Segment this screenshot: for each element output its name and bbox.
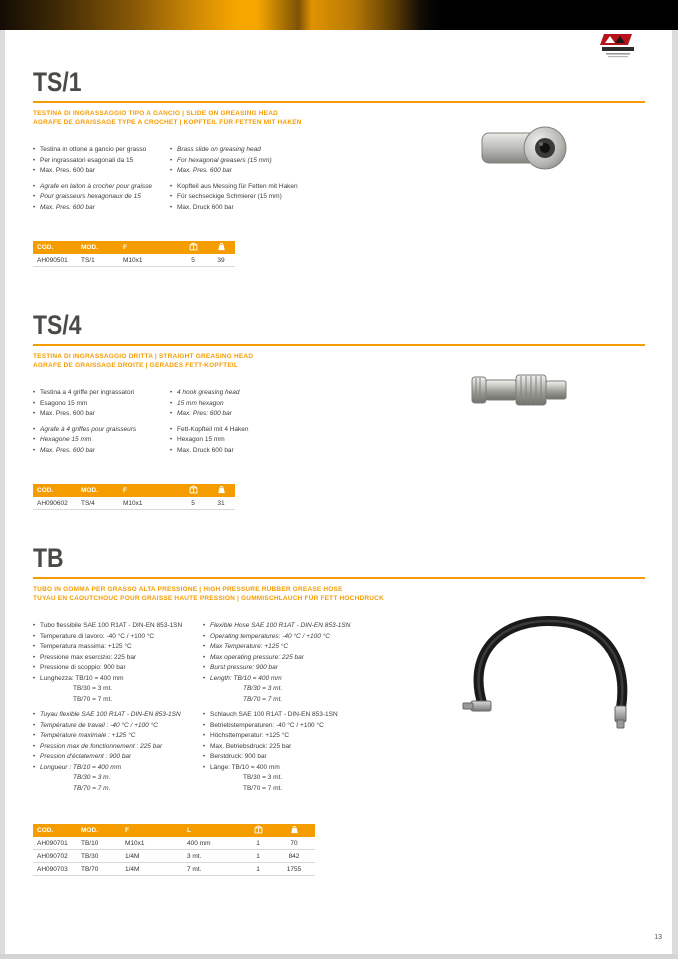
section-subtitle-line2: AGRAFE DE GRAISSAGE DROITE | GERADES FETT-KOPFTEIL xyxy=(33,361,239,369)
bullet-item xyxy=(33,763,203,774)
bullet-text: Höchsttemperatur: +125 °C xyxy=(210,732,290,739)
page-edge-bottom xyxy=(0,954,678,959)
bullet-dot: • xyxy=(33,390,36,396)
bullet-item xyxy=(33,166,170,177)
bullet-item xyxy=(170,388,360,399)
bullet-text: Pour graisseurs hexagonaux de 15 xyxy=(40,193,141,200)
bullet-dot: • xyxy=(203,754,206,760)
bullet-list-left xyxy=(33,145,170,213)
page-edge-left xyxy=(0,30,5,959)
table-cell: 5 xyxy=(179,497,207,510)
bullet-text: 15 mm hexagon xyxy=(177,399,224,407)
page-number: 13 xyxy=(654,934,662,941)
bullet-dot: • xyxy=(33,665,36,671)
bullet-text: Température de travail : -40 °C / +100 °C xyxy=(40,721,158,729)
bullet-text: Agrafe en laiton à crocher pour graisse xyxy=(40,182,153,190)
bullet-item xyxy=(33,192,170,203)
section-subtitle-line2: TUYAU EN CAOUTCHOUC POUR GRAISSE HAUTE PRESSION | GUMMISCHLAUCH FÜR FETT HOCHDRUCK xyxy=(33,594,384,602)
bullet-item xyxy=(33,731,203,742)
bullet-item xyxy=(170,145,360,156)
bullet-text: Testina a 4 griffe per ingrassatori xyxy=(40,389,135,396)
bullet-item xyxy=(33,642,203,653)
bullet-dot: • xyxy=(33,400,36,407)
bullet-dot: • xyxy=(33,623,36,629)
bullet-dot: • xyxy=(203,764,206,771)
spec-table xyxy=(33,484,235,510)
bullet-text: Longueur : TB/10 = 400 mm xyxy=(40,763,122,771)
bullet-item xyxy=(33,721,203,732)
bullet-text: TB/70 = 7 mt. xyxy=(243,695,283,703)
bullet-text: TB/30 = 3 m. xyxy=(73,774,111,781)
weight-icon xyxy=(207,484,235,497)
bullet-text: Max. Druck 600 bar xyxy=(177,203,234,211)
product-photo-straight-head xyxy=(470,369,570,416)
section-ts4 xyxy=(33,311,645,510)
bullet-item xyxy=(33,773,203,784)
product-photo-slide-on-head xyxy=(478,120,573,180)
bullet-item xyxy=(33,409,170,420)
bullet-dot: • xyxy=(170,194,173,200)
bullet-item xyxy=(170,192,360,203)
bullet-text: Hexagon 15 mm xyxy=(177,436,225,443)
bullet-text: Schlauch SAE 100 R1AT - DIN-EN 853-1SN xyxy=(210,711,338,718)
bullet-text: Per ingrassatori esagonali da 15 xyxy=(40,156,134,164)
bullet-list-left xyxy=(33,621,203,794)
section-title: TB xyxy=(33,543,64,573)
bullet-item xyxy=(203,710,403,721)
bullet-dot: • xyxy=(33,411,36,417)
bullet-text: TB/70 = 7 mt. xyxy=(73,695,113,703)
table-cell: TB/10 xyxy=(77,837,121,850)
table-header: COD. xyxy=(33,824,77,837)
bullet-dot: • xyxy=(203,712,206,718)
bullet-list-right xyxy=(170,145,360,213)
table-cell: AH090602 xyxy=(33,497,77,510)
package-icon xyxy=(179,241,207,254)
section-title: TS/4 xyxy=(33,310,82,340)
bullet-dot: • xyxy=(170,447,173,454)
grease-hose-image xyxy=(461,608,651,733)
page-content xyxy=(33,30,645,876)
table-header: F xyxy=(121,824,183,837)
table-row xyxy=(33,837,315,850)
table-cell: 39 xyxy=(207,254,235,267)
table-cell: 1/4M xyxy=(121,863,183,876)
bullet-item xyxy=(203,784,403,795)
table-row xyxy=(33,497,235,510)
bullet-item xyxy=(33,399,170,410)
bullet-text: Pression max de fonctionnement : 225 bar xyxy=(40,742,163,750)
bullet-dot: • xyxy=(33,633,36,640)
bullet-text: Pressione di scoppio: 900 bar xyxy=(40,664,126,671)
section-divider xyxy=(33,577,645,579)
bullet-text: Max. Druck 600 bar xyxy=(177,446,234,454)
bullet-dot: • xyxy=(170,183,173,190)
section-subtitle-line2: AGRAFE DE GRAISSAGE TYPE A CROCHET | KOPFTEIL FÜR FETTEN MIT HAKEN xyxy=(33,118,302,126)
bullet-dot: • xyxy=(170,411,173,417)
bullet-text: Température maximale : +125 °C xyxy=(40,732,136,739)
table-cell: AH090702 xyxy=(33,850,77,863)
bullet-item xyxy=(33,388,170,399)
bullet-item xyxy=(170,446,360,457)
bullet-dot: • xyxy=(33,644,36,650)
package-icon xyxy=(243,824,273,837)
table-cell: 5 xyxy=(179,254,207,267)
section-tb xyxy=(33,544,645,876)
bullet-text: TB/30 = 3 mt. xyxy=(73,685,113,692)
section-divider xyxy=(33,344,645,346)
bullet-item xyxy=(33,695,203,706)
bullet-item xyxy=(203,663,403,674)
bullet-text: Temperatura massima: +125 °C xyxy=(40,643,132,650)
table-cell: TS/1 xyxy=(77,254,119,267)
bullet-item xyxy=(203,695,403,706)
bullet-dot: • xyxy=(33,743,36,750)
bullet-item xyxy=(203,752,403,763)
bullet-item xyxy=(33,435,170,446)
bullet-item xyxy=(33,621,203,632)
table-cell: 1 xyxy=(243,863,273,876)
bullet-dot: • xyxy=(33,204,36,211)
bullet-item xyxy=(203,621,403,632)
bullet-item xyxy=(33,203,170,214)
bullet-text: TB/70 = 7 m. xyxy=(73,784,111,792)
bullet-item xyxy=(33,663,203,674)
table-header: F xyxy=(119,484,179,497)
spec-table xyxy=(33,824,315,876)
bullet-dot: • xyxy=(33,157,36,164)
table-header-row xyxy=(33,484,235,497)
bullet-dot: • xyxy=(33,764,36,771)
bullet-text: Fett-Kopfteil mit 4 Haken xyxy=(177,425,249,433)
package-icon xyxy=(179,484,207,497)
table-header: MOD. xyxy=(77,241,119,254)
table-row xyxy=(33,863,315,876)
bullet-item xyxy=(33,182,170,193)
table-header: COD. xyxy=(33,241,77,254)
table-cell: M10x1 xyxy=(121,837,183,850)
bullet-text: Agrafe à 4 griffes pour graisseurs xyxy=(40,425,137,433)
bullet-list-right xyxy=(170,388,360,456)
table-cell: M10x1 xyxy=(119,497,179,510)
section-subtitles xyxy=(33,586,645,603)
bullet-list-right xyxy=(203,621,403,794)
bullet-text: Berstdruck: 900 bar xyxy=(210,753,267,760)
bullet-dot: • xyxy=(170,437,173,443)
bullet-text: Max. Pres. 600 bar xyxy=(40,167,95,174)
section-title: TS/1 xyxy=(33,67,82,97)
table-cell: AH090703 xyxy=(33,863,77,876)
section-ts1 xyxy=(33,68,645,267)
bullet-text: For hexagonal greasers (15 mm) xyxy=(177,156,272,164)
table-row xyxy=(33,254,235,267)
bullet-dot: • xyxy=(170,390,173,396)
product-photo-grease-hose xyxy=(461,608,651,738)
bullet-text: Hexagone 15 mm xyxy=(40,436,92,443)
table-cell: 31 xyxy=(207,497,235,510)
bullet-item xyxy=(170,409,360,420)
bullet-dot: • xyxy=(170,426,173,433)
bullet-item xyxy=(33,653,203,664)
table-header-row xyxy=(33,824,315,837)
bullet-dot: • xyxy=(33,168,36,174)
table-cell: 1 xyxy=(243,837,273,850)
bullet-text: Max. Betriebsdruck: 225 bar xyxy=(210,742,292,750)
table-row xyxy=(33,850,315,863)
section-subtitle-line1: TESTINA DI INGRASSAGGIO TIPO A GANCIO | SLIDE ON GREASING HEAD xyxy=(33,110,278,117)
table-cell: 1/4M xyxy=(121,850,183,863)
bullet-dot: • xyxy=(33,754,36,760)
bullet-item xyxy=(33,674,203,685)
bullet-text: Max. Pres. 600 bar xyxy=(40,203,95,211)
bullet-item xyxy=(170,425,360,436)
bullet-dot: • xyxy=(203,623,206,629)
bullet-dot: • xyxy=(33,712,36,718)
bullet-dot: • xyxy=(203,675,206,682)
bullet-text: Pressione max esercizio: 225 bar xyxy=(40,653,137,661)
bullet-text: Testina in ottone a gancio per grasso xyxy=(40,146,147,153)
bullet-item xyxy=(33,425,170,436)
bullet-item xyxy=(203,632,403,643)
bullet-item xyxy=(170,203,360,214)
table-header: COD. xyxy=(33,484,77,497)
bullet-text: Für sechseckige Schmierer (15 mm) xyxy=(177,193,282,200)
weight-icon xyxy=(273,824,315,837)
spec-table xyxy=(33,241,235,267)
bullet-item xyxy=(203,674,403,685)
bullet-item xyxy=(33,784,203,795)
bullet-dot: • xyxy=(33,183,36,190)
section-subtitle-line1: TUBO IN GOMMA PER GRASSO ALTA PRESSIONE | HIGH PRESSURE RUBBER GREASE HOSE xyxy=(33,586,343,593)
bullet-text: Flexible Hose SAE 100 R1AT - DIN-EN 853-1SN xyxy=(210,622,351,629)
bullet-item xyxy=(170,166,360,177)
bullet-text: Max. Pres. 600 bar xyxy=(40,446,95,454)
bullet-item xyxy=(203,773,403,784)
bullet-dot: • xyxy=(203,654,206,661)
bullet-text: Operating temperatures: -40 °C / +100 °C xyxy=(210,632,330,640)
bullet-text: Brass slide on greasing head xyxy=(177,146,261,153)
bullet-item xyxy=(33,742,203,753)
table-header: F xyxy=(119,241,179,254)
bullet-dot: • xyxy=(33,654,36,661)
bullet-item xyxy=(33,752,203,763)
bullet-item xyxy=(203,642,403,653)
section-subtitle-line1: TESTINA DI INGRASSAGGIO DRITTA | STRAIGHT GREASING HEAD xyxy=(33,353,254,360)
bullet-dot: • xyxy=(33,722,36,729)
bullet-item xyxy=(33,156,170,167)
bullet-item xyxy=(203,742,403,753)
bullet-text: Länge: TB/10 = 400 mm xyxy=(210,763,280,771)
bullet-text: Kopfteil aus Messing für Fetten mit Haken xyxy=(177,182,298,190)
bullet-item xyxy=(33,446,170,457)
table-header: MOD. xyxy=(77,824,121,837)
bullet-item xyxy=(170,399,360,410)
bullet-dot: • xyxy=(33,733,36,739)
bullet-dot: • xyxy=(203,665,206,671)
bullet-dot: • xyxy=(170,157,173,164)
table-cell: 400 mm xyxy=(183,837,243,850)
bullet-dot: • xyxy=(33,447,36,454)
bullet-text: Max. Pres: 600 bar xyxy=(177,410,232,417)
header-bar xyxy=(0,0,678,30)
bullet-text: Temperature di lavoro: -40 °C / +100 °C xyxy=(40,632,155,640)
table-cell: 1755 xyxy=(273,863,315,876)
page-edge-right xyxy=(672,30,678,959)
table-cell: 7 mt. xyxy=(183,863,243,876)
bullet-item xyxy=(203,721,403,732)
bullet-item xyxy=(33,710,203,721)
bullet-text: TB/30 = 3 mt. xyxy=(243,774,283,781)
bullet-text: TB/70 = 7 mt. xyxy=(243,784,283,792)
bullet-text: Lunghezza: TB/10 = 400 mm xyxy=(40,674,124,682)
bullet-dot: • xyxy=(33,194,36,200)
bullet-text: Esagono 15 mm xyxy=(40,399,88,407)
bullet-item xyxy=(33,632,203,643)
bullet-item xyxy=(203,763,403,774)
bullet-dot: • xyxy=(170,400,173,407)
bullet-dot: • xyxy=(203,633,206,640)
bullet-dot: • xyxy=(33,426,36,433)
bullet-list-left xyxy=(33,388,170,456)
table-cell: TS/4 xyxy=(77,497,119,510)
bullet-dot: • xyxy=(33,675,36,682)
table-cell: 70 xyxy=(273,837,315,850)
bullet-text: Max Temperature: +125 °C xyxy=(210,643,289,650)
table-cell: TB/70 xyxy=(77,863,121,876)
bullet-text: Max operating pressure: 225 bar xyxy=(210,653,304,661)
straight-head-image xyxy=(470,369,570,411)
bullet-item xyxy=(170,182,360,193)
bullet-text: Tubo flessibile SAE 100 R1AT - DIN-EN 853-1SN xyxy=(40,622,183,629)
bullet-dot: • xyxy=(170,147,173,153)
table-cell: 3 mt. xyxy=(183,850,243,863)
bullet-dot: • xyxy=(203,644,206,650)
section-subtitles xyxy=(33,353,645,370)
bullet-dot: • xyxy=(33,147,36,153)
bullet-item xyxy=(170,435,360,446)
bullet-dot: • xyxy=(203,743,206,750)
bullet-text: Tuyau flexible SAE 100 R1AT - DIN-EN 853-1SN xyxy=(40,711,181,718)
bullet-text: Max. Pres. 600 bar xyxy=(177,167,232,174)
table-cell: AH090701 xyxy=(33,837,77,850)
slide-on-head-image xyxy=(478,120,573,175)
bullet-item xyxy=(170,156,360,167)
bullet-dot: • xyxy=(170,168,173,174)
bullet-item xyxy=(203,653,403,664)
bullet-item xyxy=(203,684,403,695)
bullet-dot: • xyxy=(203,722,206,729)
table-cell: 1 xyxy=(243,850,273,863)
table-cell: TB/30 xyxy=(77,850,121,863)
bullet-text: Burst pressure: 900 bar xyxy=(210,664,278,671)
bullet-dot: • xyxy=(203,733,206,739)
table-cell: M10x1 xyxy=(119,254,179,267)
table-header: L xyxy=(183,824,243,837)
weight-icon xyxy=(207,241,235,254)
bullet-text: Pression d'éclatement : 900 bar xyxy=(40,753,132,760)
bullet-item xyxy=(33,684,203,695)
bullet-item xyxy=(203,731,403,742)
table-cell: AH090501 xyxy=(33,254,77,267)
table-header: MOD. xyxy=(77,484,119,497)
bullet-text: Length: TB/10 = 400 mm xyxy=(210,674,282,682)
table-cell: 842 xyxy=(273,850,315,863)
bullet-text: TB/30 = 3 mt. xyxy=(243,685,283,692)
bullet-dot: • xyxy=(33,437,36,443)
bullet-text: Max. Pres. 600 bar xyxy=(40,410,95,417)
bullet-text: Betriebstemperaturen: -40 °C / +100 °C xyxy=(210,721,324,729)
table-header-row xyxy=(33,241,235,254)
section-divider xyxy=(33,101,645,103)
bullet-text: 4 hook greasing head xyxy=(177,389,240,396)
bullet-item xyxy=(33,145,170,156)
bullet-dot: • xyxy=(170,204,173,211)
